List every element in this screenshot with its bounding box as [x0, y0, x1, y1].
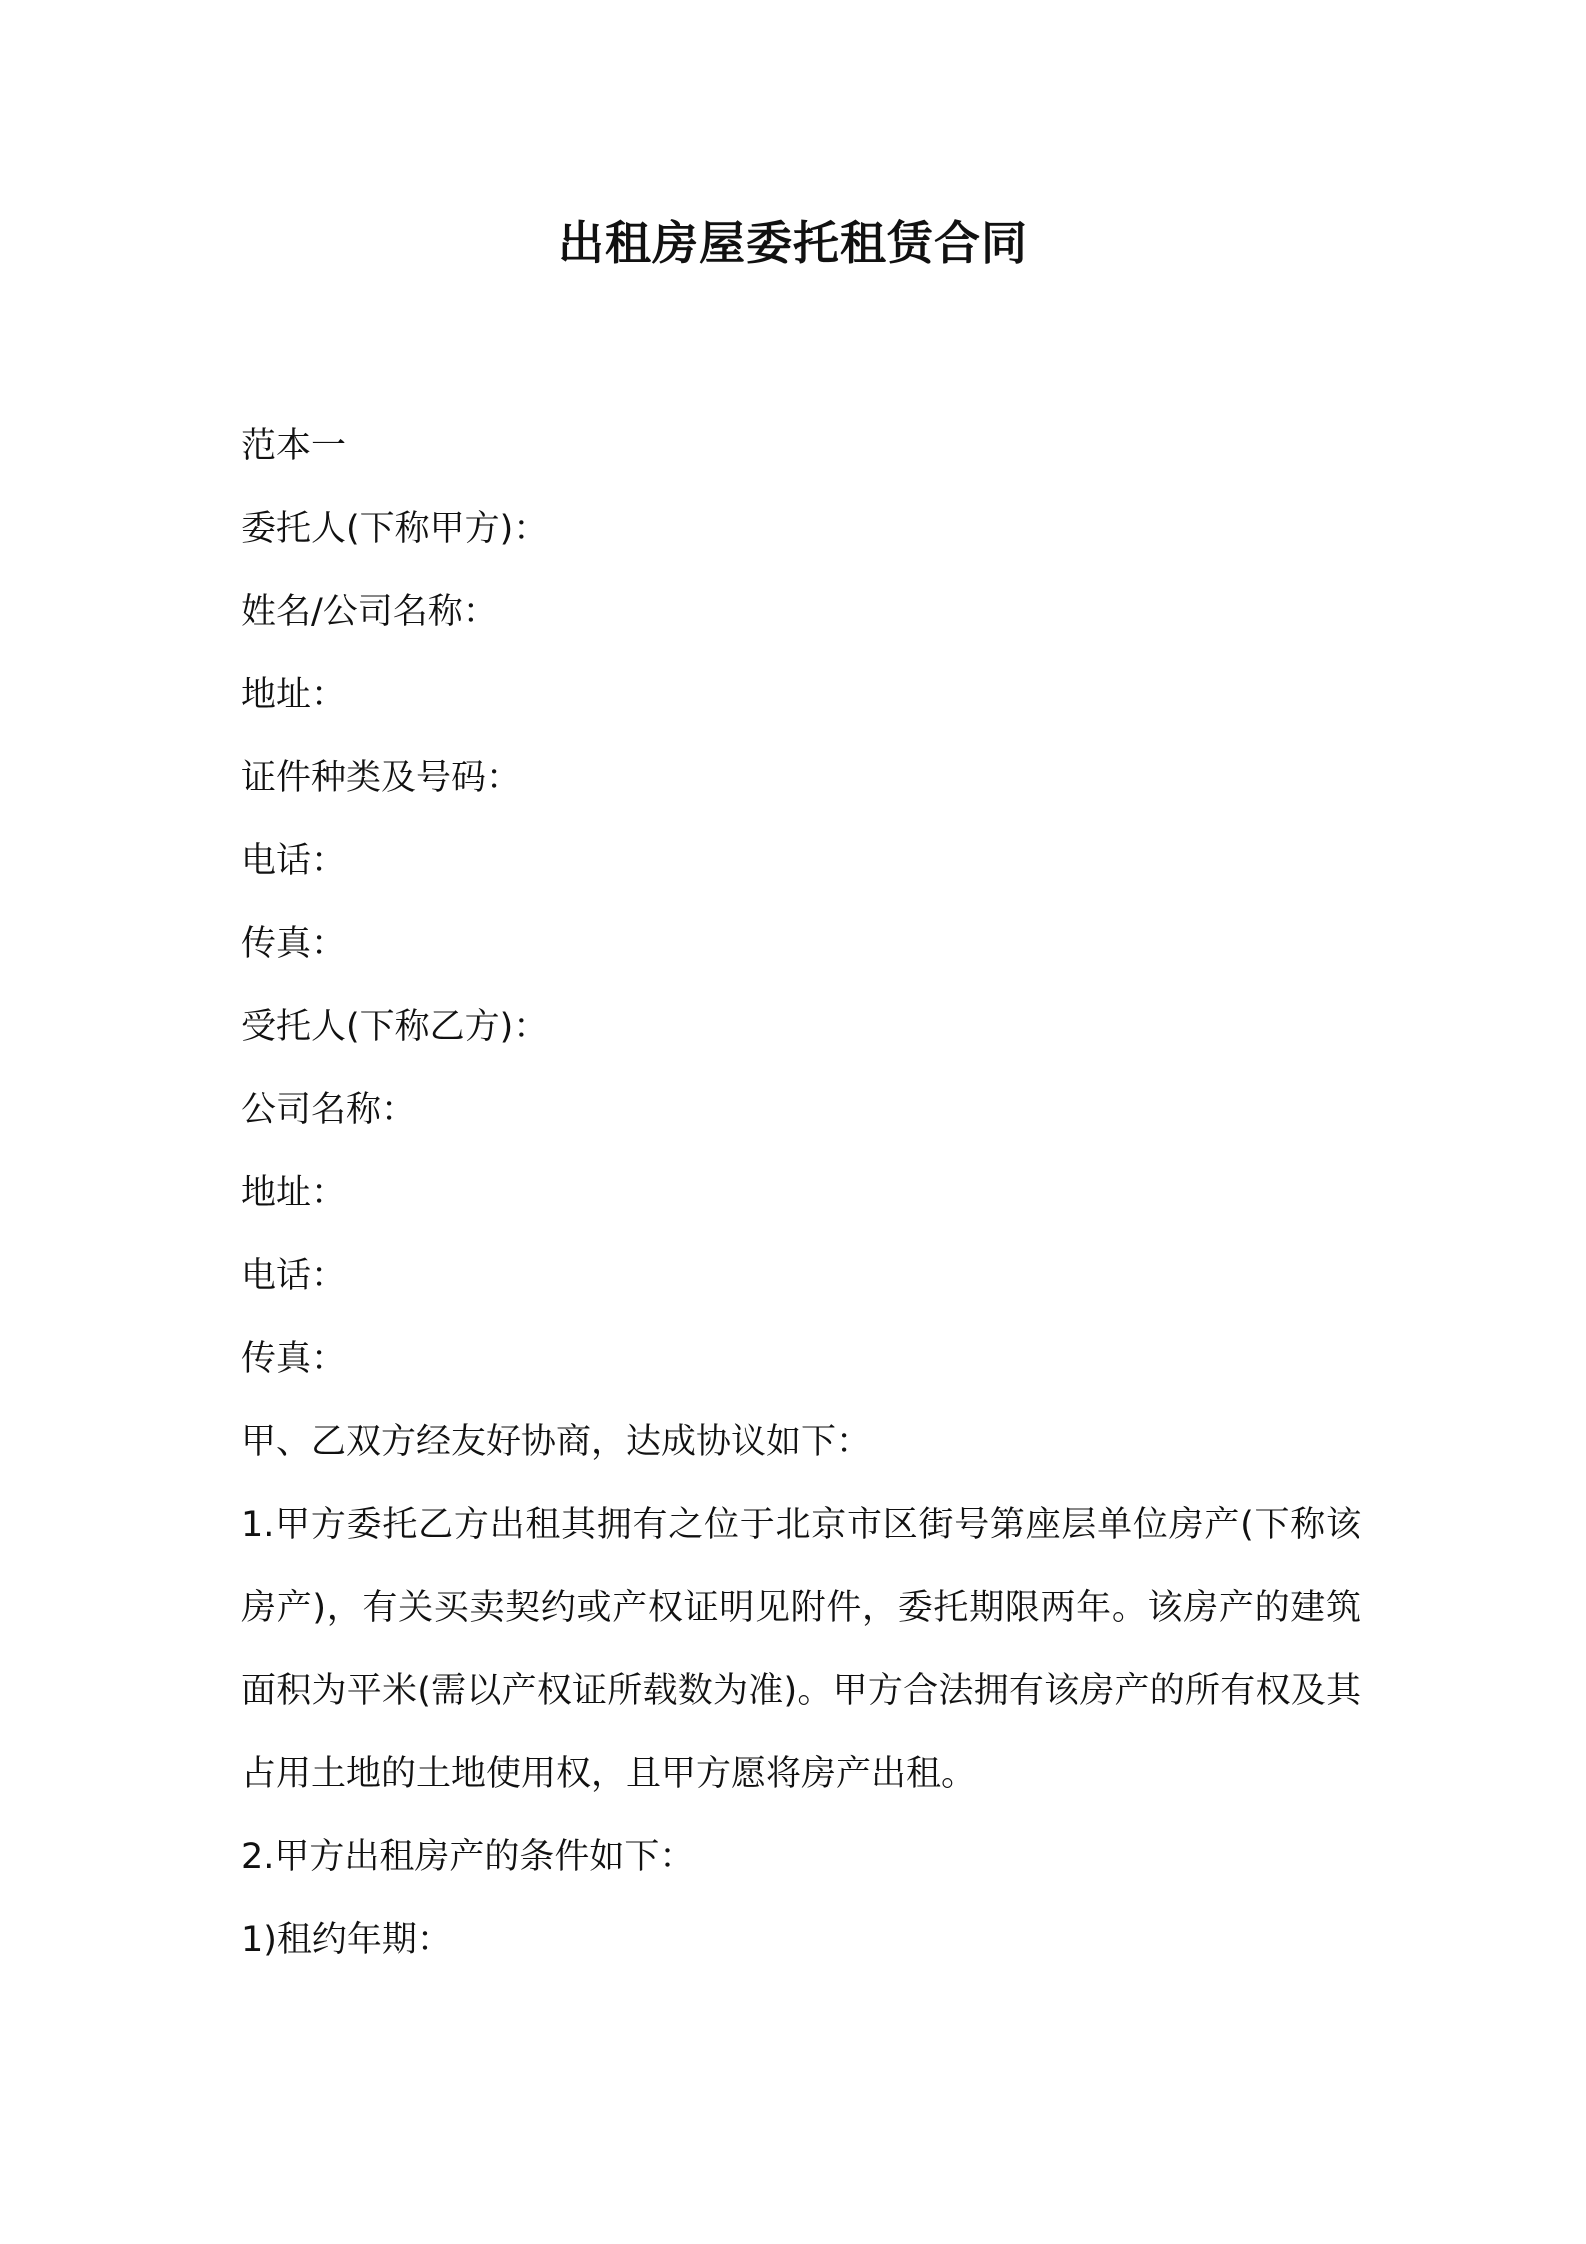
sample-label: 范本一 — [241, 426, 347, 466]
party-b-fax-field: 传真： — [241, 1339, 347, 1379]
clause-1-paragraph: 1.甲方委托乙方出租其拥有之位于北京市区街号第座层单位房产(下称该房产)，有关买卖契约或产权证明见附件，委托期限两年。该房产的建筑面积为平米(需以产权证所载数为准)。甲方合法拥有该房产的所有权及其占用土地的土地使用权，且甲方愿将房产出租。 — [241, 1505, 1361, 1794]
party-a-id-field: 证件种类及号码： — [241, 758, 522, 798]
document-title: 出租房屋委托租赁合同 — [558, 216, 1028, 270]
party-a-phone-field: 电话： — [241, 841, 347, 881]
party-b-company-field: 公司名称： — [241, 1090, 417, 1130]
party-b-heading: 受托人(下称乙方)： — [241, 1007, 549, 1047]
party-b-phone-field: 电话： — [241, 1256, 347, 1296]
party-a-fax-field: 传真： — [241, 924, 347, 964]
agreement-intro: 甲、乙双方经友好协商，达成协议如下： — [241, 1422, 872, 1462]
clause-2-heading: 2.甲方出租房产的条件如下： — [241, 1837, 695, 1877]
party-b-address-field: 地址： — [241, 1173, 347, 1213]
party-a-heading: 委托人(下称甲方)： — [241, 509, 549, 549]
document-body — [241, 405, 1361, 1982]
party-a-address-field: 地址： — [241, 675, 347, 715]
party-a-name-field: 姓名/公司名称： — [241, 592, 498, 632]
clause-2-item-1: 1)租约年期： — [241, 1920, 452, 1960]
